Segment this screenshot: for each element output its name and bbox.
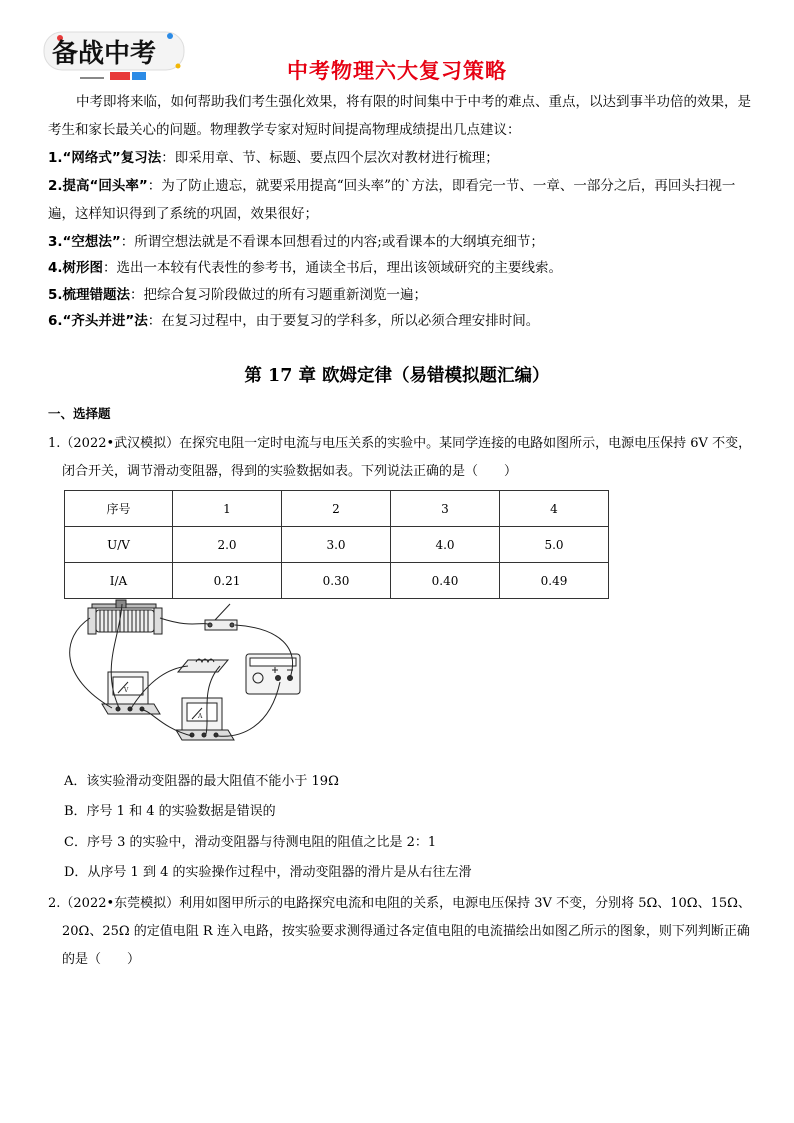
tip-heading: 6.“齐头并进”法 [48,313,148,329]
switch-illustration [205,604,237,630]
table-cell: U/V [65,527,173,563]
table-cell: 0.21 [173,563,282,599]
data-table [64,490,609,599]
table-cell: 4.0 [391,527,500,563]
resistor-illustration [178,659,228,672]
table-row [65,527,609,563]
tip-4 [48,254,758,282]
table-cell: 3.0 [282,527,391,563]
table-cell: 0.30 [282,563,391,599]
table-cell: 3 [391,491,500,527]
tip-5 [48,281,758,309]
option-d: D．从序号 1 到 4 的实验操作过程中，滑动变阻器的滑片是从右往左滑 [64,865,472,880]
svg-text:备战中考: 备战中考 [52,39,157,69]
tip-1 [48,144,758,172]
tip-text: ：把综合复习阶段做过的所有习题重新浏览一遍； [130,287,428,303]
question-2-text: 2.（2022•东莞模拟）利用如图甲所示的电路探究电流和电阻的关系，电源电压保持 3V 不变，分别将 5Ω、10Ω、15Ω、20Ω、25Ω 的定值电阻 R 连入电路，按实验要求测得通过各定值电阻的电流描绘出如图乙所示的图象，则下列判断正确的是（ ） [48,896,751,967]
option-a: A．该实验滑动变阻器的最大阻值不能小于 19Ω [64,774,339,789]
page-title: 中考物理六大复习策略 [287,59,507,83]
tip-6 [48,307,758,335]
table-row [65,563,609,599]
tip-heading: 5.梳理错题法 [48,287,131,303]
table-cell: I/A [65,563,173,599]
table-cell: 0.40 [391,563,500,599]
tip-heading: 4.树形图 [48,260,104,276]
rheostat-illustration [88,600,162,634]
tip-text: ：即采用章、节、标题、要点四个层次对教材进行梳理； [161,150,499,166]
section-heading: 一、选择题 [48,406,111,421]
table-cell: 0.49 [500,563,609,599]
svg-text:V: V [124,687,129,694]
table-cell: 4 [500,491,609,527]
tip-heading: 3.“空想法” [48,234,121,250]
table-row [65,491,609,527]
tip-text: ：选出一本较有代表性的参考书，通读全书后，理出该领域研究的主要线索。 [103,260,563,276]
tip-text: ：在复习过程中，由于要复习的学科多，所以必须合理安排时间。 [147,313,540,329]
intro-paragraph: 中考即将来临，如何帮助我们考生强化效果，将有限的时间集中于中考的难点、重点，以达到事半功倍的效果，是考生和家长最关心的问题。物理教学专家对短时间提高物理成绩提出几点建议： [48,94,751,138]
tip-2 [48,172,758,228]
option-c: C．序号 3 的实验中，滑动变阻器与待测电阻的阻值之比是 2：1 [64,835,437,850]
option-b: B．序号 1 和 4 的实验数据是错误的 [64,804,276,819]
table-cell: 1 [173,491,282,527]
tip-heading: 1.“网络式”复习法 [48,150,162,166]
table-cell: 2 [282,491,391,527]
table-cell: 5.0 [500,527,609,563]
question-1-text: 1.（2022•武汉模拟）在探究电阻一定时电流与电压关系的实验中。某同学连接的电路如图所示，电源电压保持 6V 不变，闭合开关，调节滑动变阻器，得到的实验数据如表。下列说法正确的是（ ） [48,436,752,479]
tip-3 [48,228,758,256]
tip-heading: 2.提高“回头率” [48,178,148,194]
tip-text: ：所谓空想法就是不看课本回想看过的内容;或看课本的大纲填充细节； [120,234,544,250]
svg-text:A: A [198,713,203,720]
tip-text: ：为了防止遗忘，就要采用提高“回头率”的`方法，即看完一节、一章、一部分之后，再回头扫视一遍，这样知识得到了系统的巩固，效果很好； [48,178,736,222]
chapter-heading: 第 17 章 欧姆定律（易错模拟题汇编） [244,366,550,386]
circuit-diagram [60,598,320,756]
table-cell: 序号 [65,491,173,527]
table-cell: 2.0 [173,527,282,563]
